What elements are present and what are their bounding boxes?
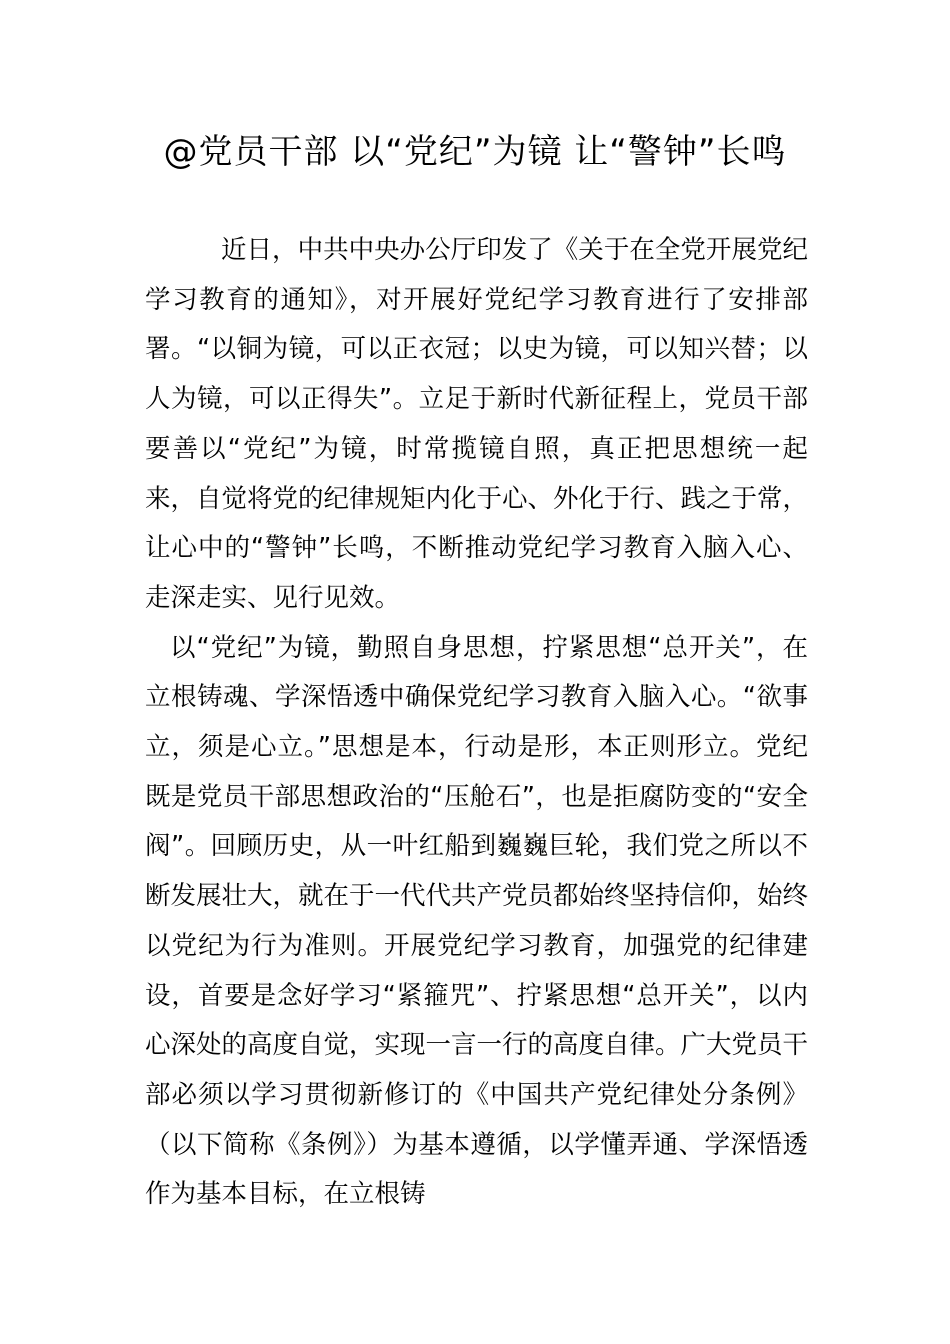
document-title: @党员干部 以“党纪”为镜 让“警钟”长鸣 <box>163 132 787 172</box>
paragraph-2: 以“党纪”为镜，勤照自身思想，拧紧思想“总开关”，在立根铸魂、学深悟透中确保党纪学习教育入脑入心。“欲事立，须是心立。”思想是本，行动是形，本正则形立。党纪既是党员干部思想政治的“压舱石”，也是拒腐防变的“安全阀”。回顾历史，从一叶红船到巍巍巨轮，我们党之所以不断发展壮大，就在于一代代共产党员都始终坚持信仰，始终以党纪为行为准则。开展党纪学习教育，加强党的纪律建设，首要是念好学习“紧箍咒”、拧紧思想“总开关”，以内心深处的高度自觉，实现一言一行的高度自律。广大党员干部必须以学习贯彻新修订的《中国共产党纪律处分条例》（以下简称《条例》）为基本遵循，以学懂弄通、学深悟透作为基本目标，在立根铸 <box>145 632 809 1210</box>
document-body <box>145 226 808 1220</box>
paragraph-1: 近日，中共中央办公厅印发了《关于在全党开展党纪学习教育的通知》，对开展好党纪学习教育进行了安排部署。“以铜为镜，可以正衣冠；以史为镜，可以知兴替；以人为镜，可以正得失”。立足于新时代新征程上，党员干部要善以“党纪”为镜，时常揽镜自照，真正把思想统一起来，自觉将党的纪律规矩内化于心、外化于行、践之于常，让心中的“警钟”长鸣，不断推动党纪学习教育入脑入心、走深走实、见行见效。 <box>145 235 809 613</box>
